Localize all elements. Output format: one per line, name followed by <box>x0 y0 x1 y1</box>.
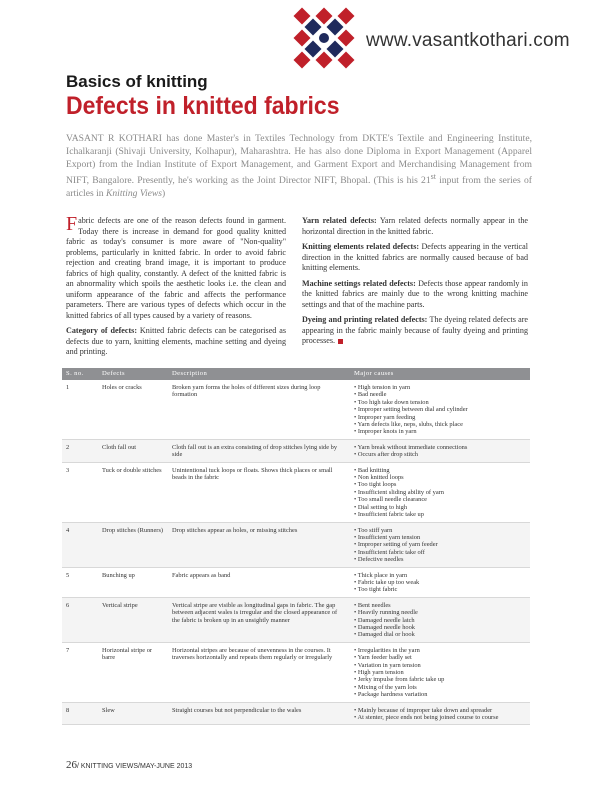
cause-item: • Yarn feeder badly set <box>354 654 526 661</box>
cause-item: • Yarn break without immediate connections <box>354 444 526 451</box>
table-row <box>62 380 530 439</box>
cell-description: Cloth fall out is an extra consisting of drop stitches lying side by side <box>168 439 350 462</box>
cell-causes <box>350 462 530 522</box>
table-row <box>62 597 530 642</box>
causes-list <box>354 572 526 594</box>
dyeing-paragraph <box>302 315 528 347</box>
cause-item: • Insufficient fabric take up <box>354 511 526 518</box>
yarn-label: Yarn related defects: <box>302 216 377 225</box>
cell-defect: Horizontal stripe or barre <box>98 642 168 702</box>
yarn-paragraph <box>302 216 528 237</box>
cell-sno: 2 <box>62 439 98 462</box>
cell-defect: Bunching up <box>98 567 168 597</box>
cell-defect: Vertical stripe <box>98 597 168 642</box>
cell-causes <box>350 642 530 702</box>
cause-item: • Insufficient fabric take off <box>354 549 526 556</box>
cause-item: • Damaged dial or hook <box>354 631 526 638</box>
cause-item: • Irregularities in the yarn <box>354 647 526 654</box>
table-row <box>62 439 530 462</box>
causes-list <box>354 602 526 639</box>
cause-item: • Occurs after drop stitch <box>354 451 526 458</box>
header-defects: Defects <box>98 368 168 380</box>
causes-list <box>354 467 526 519</box>
article-kicker: Basics of knitting <box>66 72 208 91</box>
header-description: Description <box>168 368 350 380</box>
bio-sup: st <box>430 172 436 182</box>
cell-description: Fabric appears as band <box>168 567 350 597</box>
causes-list <box>354 384 526 436</box>
cause-item: • Damaged needle latch <box>354 617 526 624</box>
table-row <box>62 642 530 702</box>
category-paragraph <box>66 326 286 358</box>
cell-description: Broken yarn forms the holes of different sizes during loop formation <box>168 380 350 439</box>
cause-item: • Improper setting between dial and cylinder <box>354 406 526 413</box>
body-column-left <box>66 213 286 363</box>
bio-magazine: Knitting Views <box>105 188 163 200</box>
page-footer <box>66 759 192 771</box>
cause-item: • Too tight fabric <box>354 586 526 593</box>
bio-text: VASANT R KOTHARI has done Master's in Textiles Technology from DKTE's Textile and Engineering Institute, Ichalkaranji (Shivaji University, Kolhapur), Maharashtra. He has also done Diploma in Export Management (Apparel Export) from the Indian Institute of Export Management, and Garment Export and Merchandising Management from NIFT, Bangalore. Presently, he's working as the Joint Director NIFT, Bhopal. (This is his 21 <box>66 133 532 187</box>
table-row <box>62 522 530 567</box>
cause-item: • Defective needles <box>354 556 526 563</box>
cell-description: Horizontal stripes are because of unevenness in the courses. It traverses horizontally and repeats them regularly or irregularly <box>168 642 350 702</box>
cell-sno: 4 <box>62 522 98 567</box>
cell-causes <box>350 380 530 439</box>
vasant-kothari-logo-icon <box>292 6 356 70</box>
cause-item: • Heavily running needle <box>354 609 526 616</box>
defects-table <box>62 368 530 725</box>
cause-item: • Mixing of the yarn lots <box>354 684 526 691</box>
cause-item: • Package hardness variation <box>354 691 526 698</box>
article-title: Defects in knitted fabrics <box>66 92 340 120</box>
cause-item: • Fabric take up too weak <box>354 579 526 586</box>
cause-item: • Yarn defects like, neps, slubs, thick place <box>354 421 526 428</box>
header-sno: S. no. <box>62 368 98 380</box>
cell-description: Vertical stripe are visible as longitudinal gaps in fabric. The gap between adjacent wales is irregular and the closed appearance of the fabric is broken up in an unsightly manner <box>168 597 350 642</box>
cause-item: • Insufficient sliding ability of yarn <box>354 489 526 496</box>
cause-item: • Too stiff yarn <box>354 527 526 534</box>
table-row <box>62 462 530 522</box>
body-column-right <box>302 216 528 352</box>
cell-causes <box>350 702 530 725</box>
table-body <box>62 380 530 725</box>
table-header-row <box>62 368 530 380</box>
cell-description: Straight courses but not perpendicular to the wales <box>168 702 350 725</box>
elements-label: Knitting elements related defects: <box>302 242 420 251</box>
cause-item: • Mainly because of improper take down and spreader <box>354 707 526 714</box>
drop-cap: F <box>66 213 78 235</box>
causes-list <box>354 527 526 564</box>
page-header <box>0 0 600 70</box>
dyeing-text: The dyeing related defects are appearing in the fabric mainly because of faulty dyeing and printing processes. <box>302 315 528 345</box>
end-mark-icon <box>338 339 343 344</box>
cause-item: • Improper knots in yarn <box>354 428 526 435</box>
intro-text: abric defects are one of the reason defects found in garment. Today there is increase in demand for good quality knitted fabric as today's consumer is more aware of "Non-quality" problems, particularly in knitted fabric. In order to avoid fabric rejection and creating brand image, it is important to produce fabrics of high quality, constantly. A defect of the knitted fabric is an abnormality which spoils the aesthetic looks i.e. the clean and uniform appearance of the fabric and affects the performance parameters. There are various types of defects which occur in the knitted fabrics of all types caused by a variety of reasons. <box>66 216 286 320</box>
cause-item: • Non knitted loops <box>354 474 526 481</box>
site-url[interactable]: www.vasantkothari.com <box>366 30 570 51</box>
dyeing-label: Dyeing and printing related defects: <box>302 315 428 324</box>
cell-causes <box>350 597 530 642</box>
machine-paragraph <box>302 279 528 311</box>
cause-item: • Too small needle clearance <box>354 496 526 503</box>
cell-description: Drop stitches appear as holes, or missing stitches <box>168 522 350 567</box>
cell-defect: Drop stitches (Runners) <box>98 522 168 567</box>
cell-defect: Holes or cracks <box>98 380 168 439</box>
causes-list <box>354 647 526 699</box>
cell-defect: Tuck or double stitches <box>98 462 168 522</box>
cause-item: • Bent needles <box>354 602 526 609</box>
page-number: 26 <box>66 759 77 771</box>
category-text: Knitted fabric defects can be categorised as defects due to yarn, knitting elements, machine setting and dyeing and printing. <box>66 326 286 356</box>
cause-item: • Variation in yarn tension <box>354 662 526 669</box>
cause-item: • Thick place in yarn <box>354 572 526 579</box>
cause-item: • Improper yarn feeding <box>354 414 526 421</box>
cause-item: • High tension in yarn <box>354 384 526 391</box>
cell-sno: 8 <box>62 702 98 725</box>
causes-list <box>354 707 526 722</box>
cause-item: • Too high take down tension <box>354 399 526 406</box>
cause-item: • Bad needle <box>354 391 526 398</box>
yarn-text: Yarn related defects normally appear in the horizontal direction in the knitted fabric. <box>302 216 528 236</box>
bio-tail: input from the series of articles in <box>66 175 532 200</box>
cell-causes <box>350 439 530 462</box>
cell-sno: 7 <box>62 642 98 702</box>
issue-label: / KNITTING VIEWS/MAY-JUNE 2013 <box>77 763 193 770</box>
table-row <box>62 702 530 725</box>
intro-paragraph <box>66 213 286 321</box>
cause-item: • At stenter, piece ends not being joined course to course <box>354 714 526 721</box>
cause-item: • Dial setting to high <box>354 504 526 511</box>
elements-text: Defects appearing in the vertical direction in the knitted fabrics are normally caused because of bad knitting elements. <box>302 242 528 272</box>
cause-item: • Damaged needle hook <box>354 624 526 631</box>
cause-item: • Bad knitting <box>354 467 526 474</box>
cell-sno: 3 <box>62 462 98 522</box>
table-row <box>62 567 530 597</box>
causes-list <box>354 444 526 459</box>
cell-sno: 5 <box>62 567 98 597</box>
author-bio <box>66 133 532 201</box>
bio-end: ) <box>162 188 166 200</box>
cell-sno: 1 <box>62 380 98 439</box>
cell-defect: Cloth fall out <box>98 439 168 462</box>
machine-label: Machine settings related defects: <box>302 278 416 288</box>
cell-causes <box>350 567 530 597</box>
machine-text: Defects those appear randomly in the knitted fabrics are mainly due to the wrong knitting machine settings and that of the machine parts. <box>302 278 528 309</box>
cause-item: • High yarn tension <box>354 669 526 676</box>
cause-item: • Too tight loops <box>354 481 526 488</box>
cell-defect: Slew <box>98 702 168 725</box>
header-causes: Major causes <box>350 368 530 380</box>
cell-sno: 6 <box>62 597 98 642</box>
category-label: Category of defects: <box>66 326 138 335</box>
cause-item: • Insufficient yarn tension <box>354 534 526 541</box>
cause-item: • Jerky impulse from fabric take up <box>354 676 526 683</box>
cell-causes <box>350 522 530 567</box>
cell-description: Unintentional tuck loops or floats. Shows thick places or small beads in the fabric <box>168 462 350 522</box>
elements-paragraph <box>302 242 528 274</box>
cause-item: • Improper setting of yarn feeder <box>354 541 526 548</box>
